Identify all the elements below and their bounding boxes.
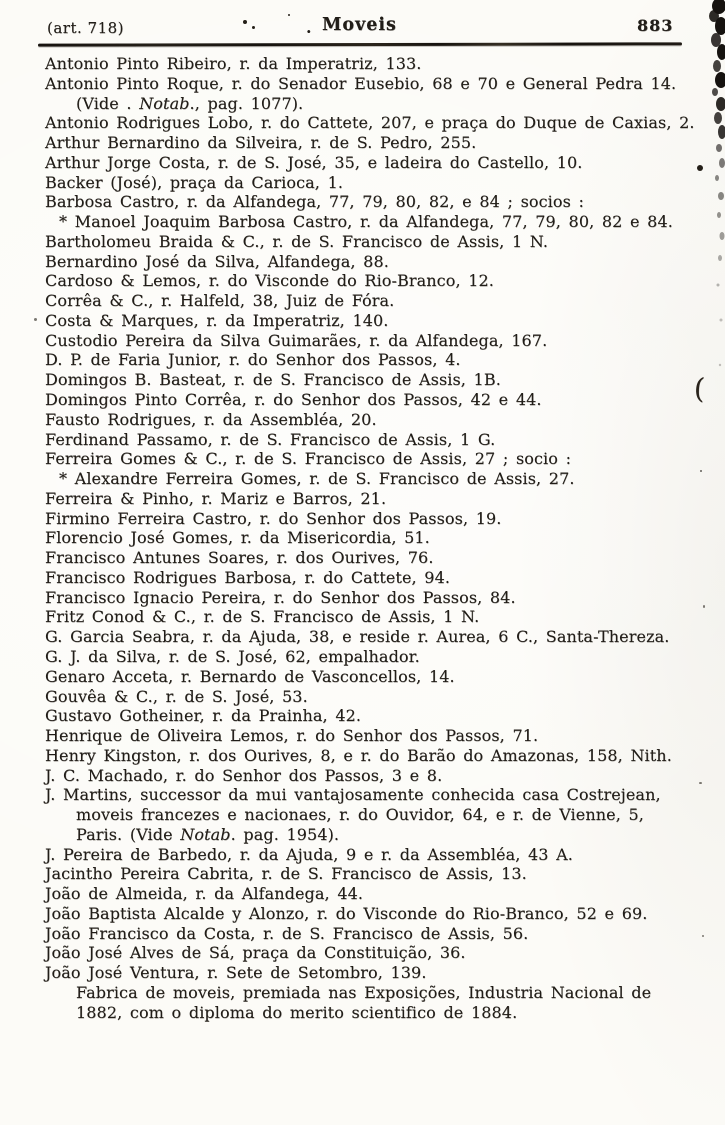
ink-speck (702, 935, 704, 937)
entry-text: Antonio Rodrigues Lobo, r. do Cattete, 207, e praça do Duque de Caxias, 2. (45, 113, 695, 133)
entry-text: Florencio José Gomes, r. da Misericordia, 51. (45, 528, 430, 548)
entry-line (45, 113, 700, 133)
entry-text: J. Pereira de Barbedo, r. da Ajuda, 9 e r. da Assembléa, 43 A. (45, 844, 573, 864)
page-title: Moveis (322, 15, 397, 35)
ink-speck (34, 318, 37, 321)
entry-line (45, 766, 700, 786)
entry-text: (Vide . (76, 93, 140, 113)
entry-line (45, 331, 700, 351)
entry-line (45, 568, 700, 588)
entry-text: João José Ventura, r. Sete de Setombro, 139. (45, 963, 427, 983)
ink-speck (703, 605, 705, 608)
entry-line (45, 370, 700, 390)
entry-line (45, 74, 700, 94)
entry-text: Francisco Antunes Soares, r. dos Ourives, 76. (45, 548, 434, 568)
entry-text: Backer (José), praça da Carioca, 1. (45, 172, 344, 192)
entry-text: Fausto Rodrigues, r. da Assembléa, 20. (45, 409, 377, 429)
ink-speck (252, 26, 255, 29)
entry-text: Bartholomeu Braida & C., r. de S. Francisco de Assis, 1 N. (45, 231, 549, 251)
entry-text: D. P. de Faria Junior, r. do Senhor dos Passos, 4. (45, 350, 461, 370)
entry-line (45, 983, 700, 1003)
entry-line (45, 271, 700, 291)
entry-text: Antonio Pinto Roque, r. do Senador Eusebio, 68 e 70 e General Pedra 14. (45, 73, 677, 93)
entry-text: Gustavo Gotheiner, r. da Prainha, 42. (45, 706, 362, 726)
entry-text: Ferreira & Pinho, r. Mariz e Barros, 21. (45, 488, 387, 508)
entry-text: J. C. Machado, r. do Senhor dos Passos, 3 e 8. (45, 765, 443, 785)
entry-text: Firmino Ferreira Castro, r. do Senhor dos Passos, 19. (45, 508, 502, 528)
entry-line (45, 825, 700, 845)
entry-line (45, 627, 700, 647)
entry-text: Bernardino José da Silva, Alfandega, 88. (45, 251, 389, 271)
header-rule (38, 42, 682, 47)
entry-line (45, 350, 700, 370)
entry-text: Fritz Conod & C., r. de S. Francisco de Assis, 1 N. (45, 607, 480, 627)
entry-line (45, 904, 700, 924)
entry-text: G. Garcia Seabra, r. da Ajuda, 38, e reside r. Aurea, 6 C., Santa-Thereza. (45, 627, 670, 647)
entry-line (45, 192, 700, 212)
entry-text: Domingos B. Basteat, r. de S. Francisco de Assis, 1B. (45, 370, 501, 390)
entry-text: Ferreira Gomes & C., r. de S. Francisco de Assis, 27 ; socio : (45, 449, 572, 469)
entry-line (45, 489, 700, 509)
entry-text: ., pag. 1077). (189, 93, 304, 113)
title-leader-dot: . (306, 18, 312, 37)
entry-line (45, 469, 700, 489)
entry-text: Paris. (Vide (76, 824, 181, 844)
entry-line (45, 509, 700, 529)
entry-line (45, 173, 700, 193)
entry-line (45, 430, 700, 450)
entry-line (45, 667, 700, 687)
entry-line (45, 884, 700, 904)
entry-text: Francisco Rodrigues Barbosa, r. do Cattete, 94. (45, 567, 451, 587)
entry-line (45, 54, 700, 74)
entry-text: Henrique de Oliveira Lemos, r. do Senhor dos Passos, 71. (45, 726, 539, 746)
entry-line (45, 647, 700, 667)
entry-line (45, 963, 700, 983)
entry-text: Cardoso & Lemos, r. do Visconde do Rio-Branco, 12. (45, 271, 494, 291)
entry-line (45, 924, 700, 944)
entry-text: João de Almeida, r. da Alfandega, 44. (45, 884, 364, 904)
entry-line (45, 311, 700, 331)
entry-text: Custodio Pereira da Silva Guimarães, r. da Alfandega, 167. (45, 330, 548, 350)
entry-line (45, 588, 700, 608)
entry-line (45, 291, 700, 311)
entry-line (45, 94, 700, 114)
entry-line (45, 1003, 700, 1023)
entry-text: João Baptista Alcalde y Alonzo, r. do Visconde do Rio-Branco, 52 e 69. (45, 903, 648, 923)
entry-line (45, 153, 700, 173)
entry-text: J. Martins, successor da mui vantajosamente conhecida casa Costrejean, (45, 785, 661, 805)
entry-text: Costa & Marques, r. da Imperatriz, 140. (45, 310, 389, 330)
entry-text: * Manoel Joaquim Barbosa Castro, r. da Alfandega, 77, 79, 80, 82 e 84. (59, 212, 673, 232)
entry-line (45, 726, 700, 746)
entry-text: * Alexandre Ferreira Gomes, r. de S. Francisco de Assis, 27. (59, 469, 575, 489)
entry-text: Henry Kingston, r. dos Ourives, 8, e r. do Barão do Amazonas, 158, Nith. (45, 745, 672, 765)
entry-text: Fabrica de moveis, premiada nas Exposições, Industria Nacional de (76, 982, 652, 1002)
entry-line (45, 410, 700, 430)
entry-line (45, 252, 700, 272)
ink-speck (288, 14, 290, 16)
entry-line (45, 805, 700, 825)
entry-text: Arthur Jorge Costa, r. de S. José, 35, e ladeira do Castello, 10. (45, 152, 583, 172)
entry-text: João Francisco da Costa, r. de S. Francisco de Assis, 56. (45, 923, 529, 943)
stray-paren-mark: ( (693, 371, 706, 406)
entry-text: 1882, com o diploma do merito scientifico de 1884. (76, 1002, 518, 1022)
entry-line (45, 548, 700, 568)
ink-speck (243, 20, 247, 24)
entry-line (45, 212, 700, 232)
entry-text: Gouvêa & C., r. de S. José, 53. (45, 686, 308, 706)
entry-line (45, 390, 700, 410)
entry-text: Corrêa & C., r. Halfeld, 38, Juiz de Fóra. (45, 291, 395, 311)
entry-line (45, 706, 700, 726)
page-number: 883 (637, 16, 674, 35)
ink-speck (700, 470, 702, 472)
entry-text-italic: Notab (139, 93, 190, 113)
article-reference: (art. 718) (47, 19, 125, 37)
entry-text: Arthur Bernardino da Silveira, r. de S. Pedro, 255. (45, 133, 477, 153)
entry-line (45, 449, 700, 469)
entry-line (45, 785, 700, 805)
entry-line (45, 528, 700, 548)
entry-text: Antonio Pinto Ribeiro, r. da Imperatriz, 133. (45, 54, 422, 73)
entry-text: Francisco Ignacio Pereira, r. do Senhor dos Passos, 84. (45, 587, 516, 607)
entry-line (45, 746, 700, 766)
entry-line (45, 232, 700, 252)
entry-line (45, 607, 700, 627)
entry-line (45, 845, 700, 865)
entry-line (45, 133, 700, 153)
entry-text: João José Alves de Sá, praça da Constituição, 36. (45, 943, 466, 963)
entry-text-italic: Notab (180, 824, 231, 844)
entry-text: G. J. da Silva, r. de S. José, 62, empalhador. (45, 646, 420, 666)
entry-text: Jacintho Pereira Cabrita, r. de S. Francisco de Assis, 13. (45, 864, 527, 884)
entry-line (45, 864, 700, 884)
entry-line (45, 687, 700, 707)
entry-text: . pag. 1954). (230, 824, 340, 844)
entry-text: Genaro Acceta, r. Bernardo de Vasconcellos, 14. (45, 666, 455, 686)
directory-list (45, 54, 700, 1023)
entry-line (45, 943, 700, 963)
entry-text: Barbosa Castro, r. da Alfandega, 77, 79, 80, 82, e 84 ; socios : (45, 192, 585, 212)
entry-text: moveis francezes e nacionaes, r. do Ouvidor, 64, e r. de Vienne, 5, (76, 805, 644, 825)
entry-text: Domingos Pinto Corrêa, r. do Senhor dos Passos, 42 e 44. (45, 390, 542, 410)
entry-text: Ferdinand Passamo, r. de S. Francisco de Assis, 1 G. (45, 429, 496, 449)
